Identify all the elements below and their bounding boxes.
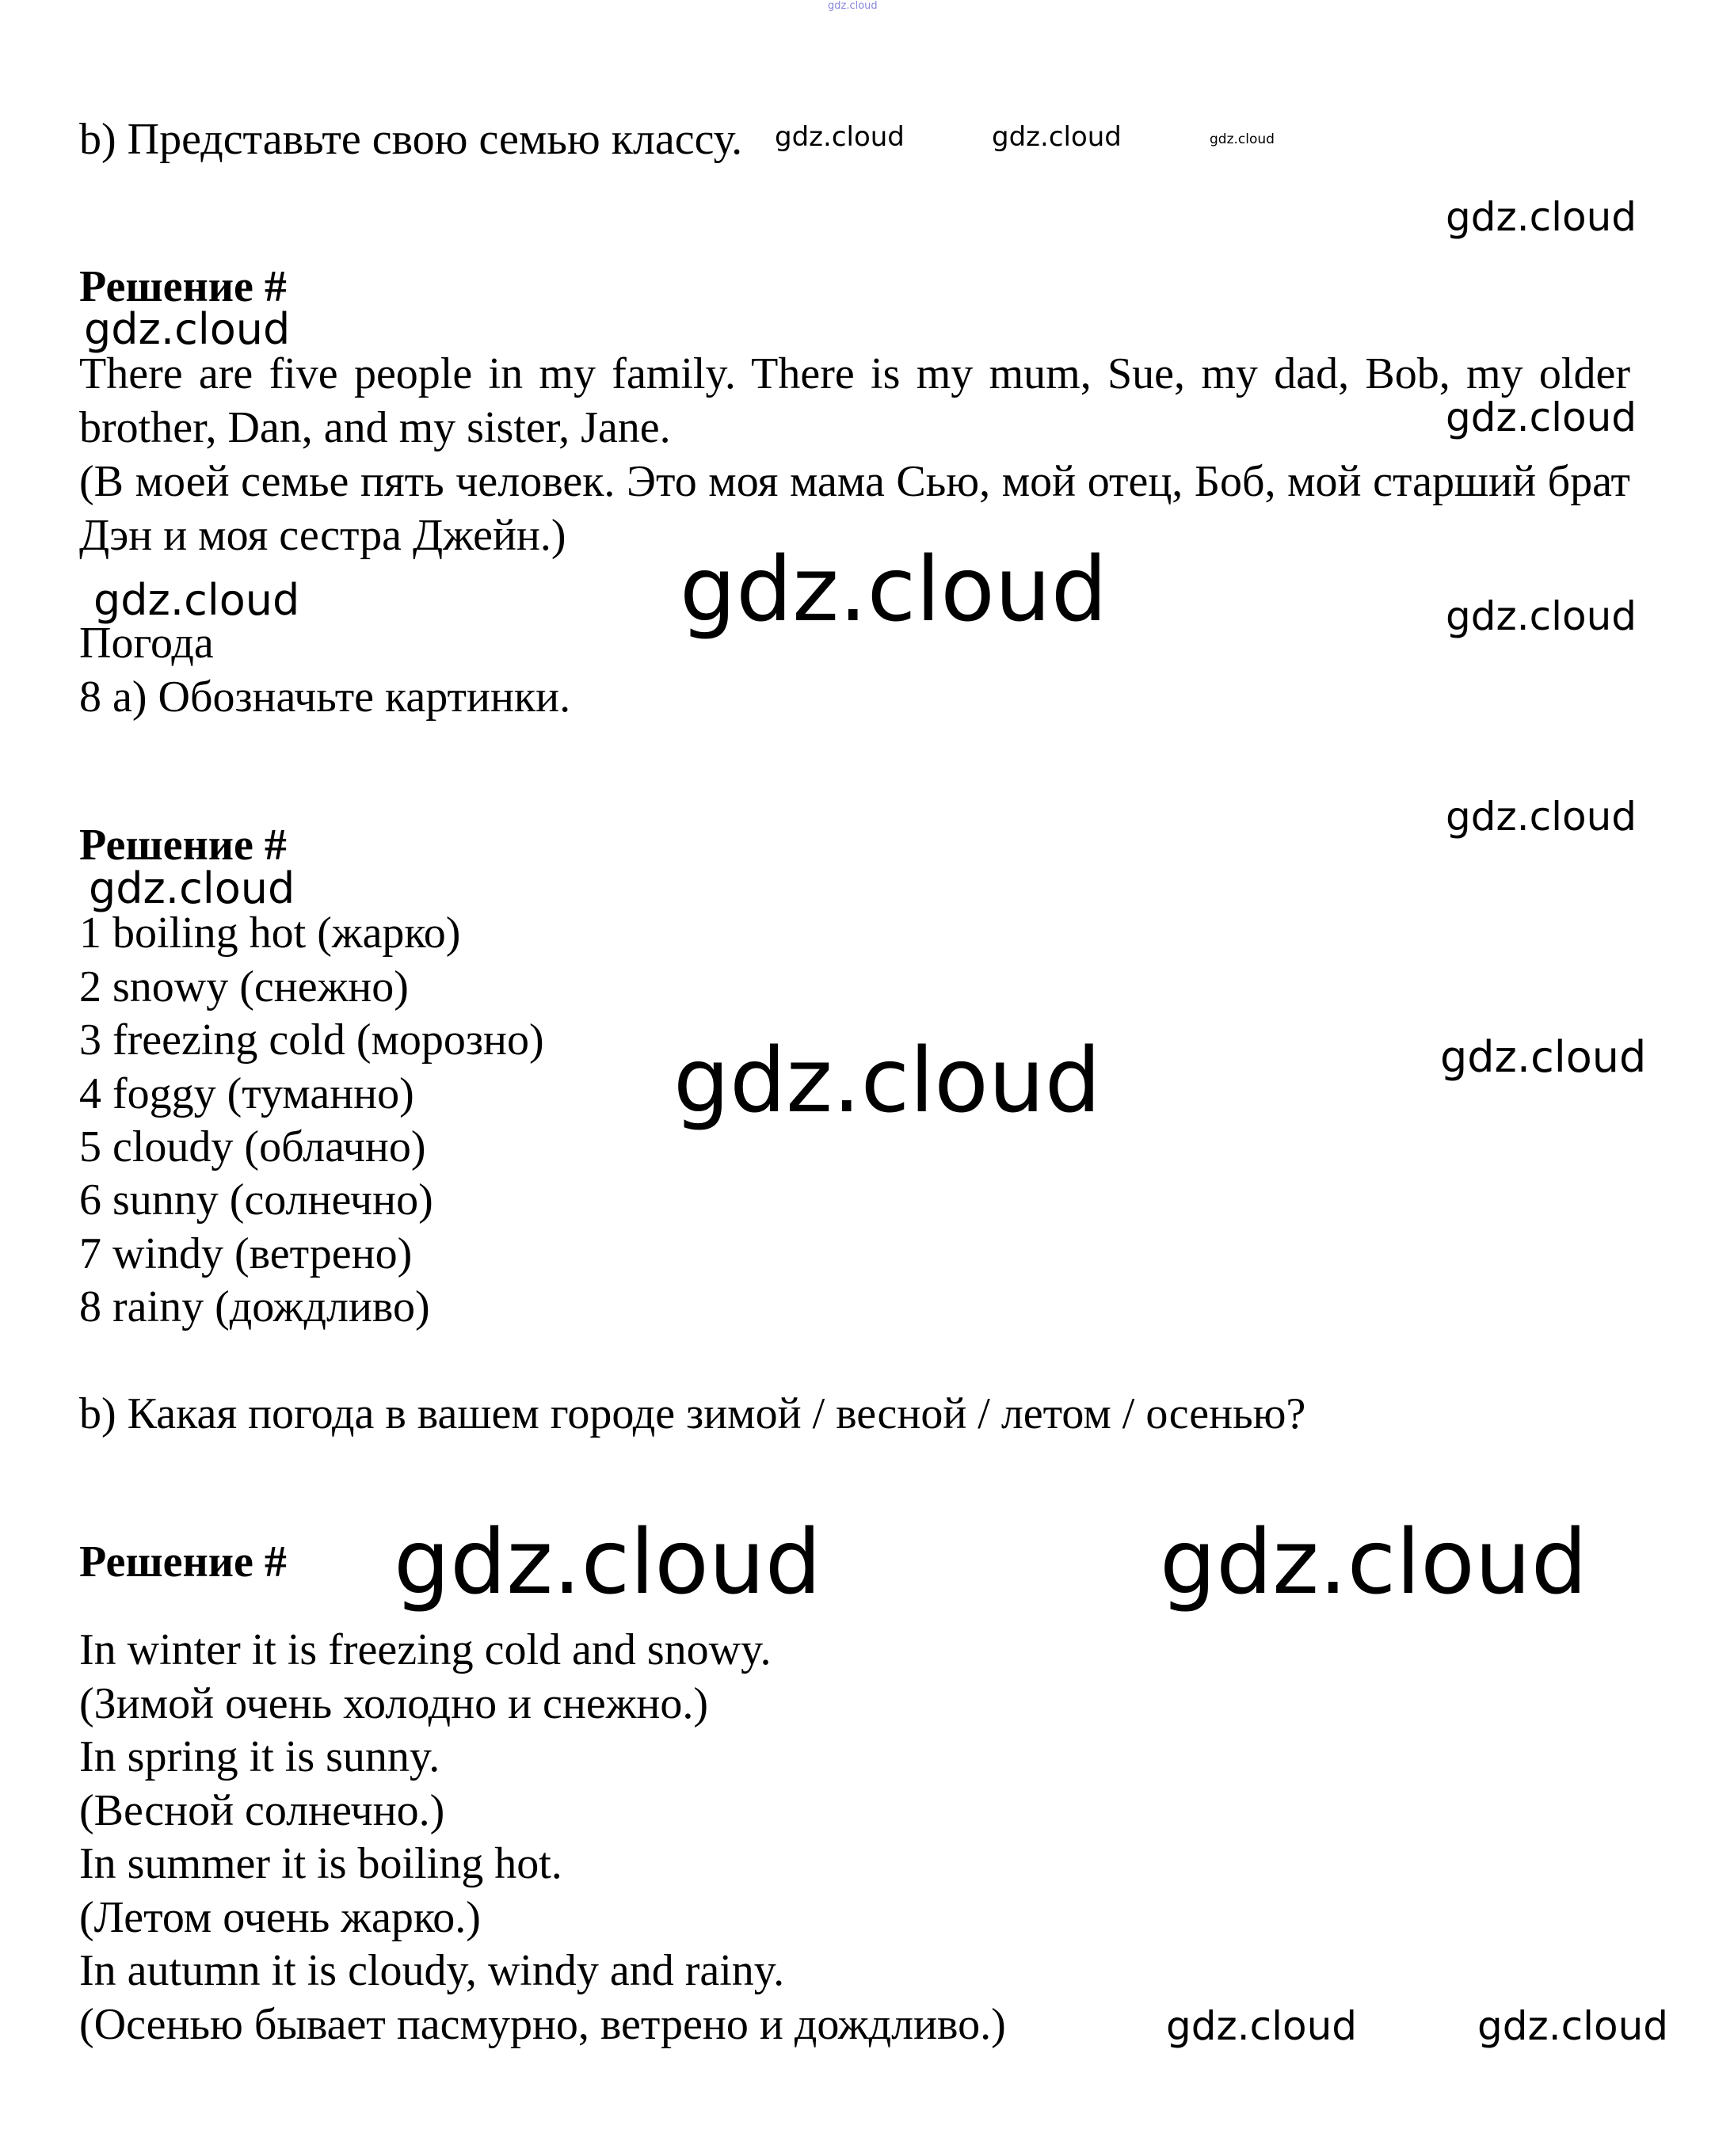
- list-item: 1 boiling hot (жарко): [79, 908, 461, 958]
- section-heading: Погода: [79, 619, 214, 668]
- watermark: gdz.cloud: [673, 1030, 1101, 1133]
- list-item: 2 snowy (снежно): [79, 962, 409, 1011]
- list-item: 5 cloudy (облачно): [79, 1122, 426, 1171]
- answer-line: In summer it is boiling hot.: [79, 1839, 562, 1888]
- answer-line: (Летом очень жарко.): [79, 1893, 481, 1942]
- solution-label: Решение #: [79, 821, 287, 870]
- answer-text-en: There are five people in my family. There is my mum, Sue, my dad, Bob, my older brother, Dan, and my sister, Jane.: [79, 349, 1630, 452]
- watermark: gdz.cloud: [1210, 131, 1275, 147]
- list-item: 6 sunny (солнечно): [79, 1175, 433, 1225]
- task-text: b) Представьте свою семью классу.: [79, 115, 743, 164]
- solution-label: Решение #: [79, 262, 287, 311]
- task-text: b) Какая погода в вашем городе зимой / весной / летом / осенью?: [79, 1389, 1306, 1438]
- watermark: gdz.cloud: [1477, 2003, 1669, 2049]
- task-text: 8 a) Обозначьте картинки.: [79, 672, 571, 722]
- answer-line: (Осенью бывает пасмурно, ветрено и дождливо.): [79, 2000, 1006, 2049]
- answer-line: (Весной солнечно.): [79, 1786, 445, 1835]
- watermark: gdz.cloud: [1446, 194, 1637, 240]
- watermark: gdz.cloud: [84, 304, 291, 354]
- answer-line: In winter it is freezing cold and snowy.: [79, 1625, 772, 1674]
- watermark: gdz.cloud: [775, 121, 905, 153]
- list-item: 8 rainy (дождливо): [79, 1282, 430, 1331]
- watermark: gdz.cloud: [1440, 1032, 1647, 1082]
- watermark: gdz.cloud: [1446, 794, 1637, 840]
- list-item: 7 windy (ветрено): [79, 1229, 413, 1278]
- watermark: gdz.cloud: [828, 0, 878, 12]
- watermark: gdz.cloud: [89, 863, 295, 913]
- list-item: 4 foggy (туманно): [79, 1069, 414, 1118]
- answer-line: In spring it is sunny.: [79, 1732, 440, 1781]
- watermark: gdz.cloud: [680, 539, 1107, 642]
- watermark: gdz.cloud: [992, 121, 1122, 153]
- answer-line: (Зимой очень холодно и снежно.): [79, 1679, 709, 1728]
- watermark: gdz.cloud: [1160, 1511, 1587, 1614]
- watermark: gdz.cloud: [1446, 593, 1637, 639]
- watermark: gdz.cloud: [394, 1511, 821, 1614]
- watermark: gdz.cloud: [1166, 2003, 1358, 2049]
- solution-label: Решение #: [79, 1537, 287, 1587]
- list-item: 3 freezing cold (морозно): [79, 1015, 544, 1065]
- watermark: gdz.cloud: [93, 575, 300, 625]
- answer-text-ru: (В моей семье пять человек. Это моя мама Сью, мой отец, Боб, мой старший брат Дэн и моя сестра Джейн.): [79, 457, 1630, 560]
- watermark: gdz.cloud: [1446, 394, 1637, 440]
- answer-line: In autumn it is cloudy, windy and rainy.: [79, 1946, 785, 1995]
